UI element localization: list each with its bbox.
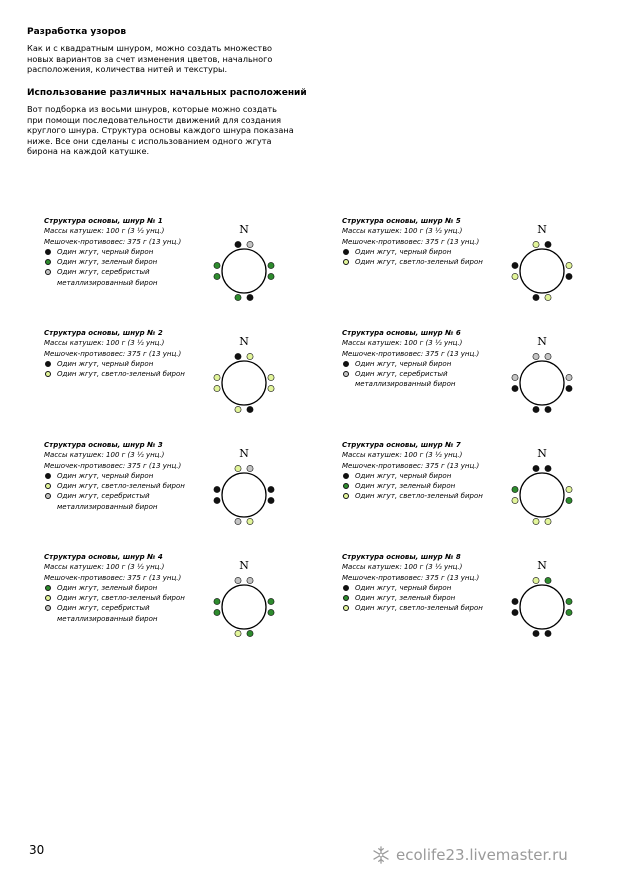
bobbin-dot-top: [533, 353, 539, 359]
legend-label: Один жгут, серебристый: [355, 370, 448, 379]
north-label: N: [537, 335, 547, 348]
cord-title: Структура основы, шнур № 8: [342, 553, 461, 561]
cord-diagram: [504, 552, 584, 642]
legend-swatch: [45, 595, 51, 601]
legend-item: [342, 257, 517, 267]
cord-structure: [44, 328, 344, 428]
disc-circle: [520, 585, 564, 629]
page-number: 30: [29, 843, 45, 857]
legend-swatch: [45, 269, 51, 275]
legend-label: Один жгут, серебристый: [57, 492, 150, 501]
legend-swatch: [343, 473, 349, 479]
counterweight: Мешочек-противовес: 375 г (13 унц.): [44, 461, 182, 470]
bobbin-dot-bottom: [247, 294, 253, 300]
bobbin-weight: Массы катушек: 100 г (3 ½ унц.): [44, 227, 165, 236]
bobbin-dot-bottom: [533, 406, 539, 412]
legend-label: Один жгут, светло-зеленый бирон: [57, 482, 185, 491]
cord-title: Структура основы, шнур № 2: [44, 329, 163, 337]
bobbin-dot-right: [268, 598, 274, 604]
counterweight: Мешочек-противовес: 375 г (13 унц.): [342, 573, 480, 582]
bobbin-dot-top: [247, 577, 253, 583]
north-label: N: [537, 223, 547, 236]
body-line: ниже. Все они сделаны с использованием одного жгута: [27, 135, 272, 146]
legend-item: [44, 471, 219, 481]
bobbin-dot-bottom: [235, 294, 241, 300]
cord-info: [342, 216, 517, 267]
bobbin-dot-left: [214, 609, 220, 615]
bobbin-dot-top: [533, 465, 539, 471]
cord-structure: [342, 440, 618, 540]
disc-circle: [520, 361, 564, 405]
bobbin-dot-top: [533, 577, 539, 583]
bobbin-dot-bottom: [247, 630, 253, 636]
north-label: N: [537, 447, 547, 460]
cord-info: [342, 328, 517, 390]
legend-swatch: [45, 483, 51, 489]
cord-title: Структура основы, шнур № 5: [342, 217, 461, 225]
north-label: N: [239, 223, 249, 236]
cord-diagram: [206, 328, 286, 418]
legend-item: [44, 247, 219, 257]
legend-label: Один жгут, зеленый бирон: [57, 258, 158, 267]
bobbin-dot-bottom: [545, 518, 551, 524]
legend-swatch: [45, 371, 51, 377]
bobbin-dot-right: [268, 273, 274, 279]
intro-line: новых вариантов за счет изменения цветов, начального: [27, 53, 273, 64]
disc-circle: [520, 249, 564, 293]
legend-item: [44, 603, 219, 624]
legend-label: Один жгут, черный бирон: [355, 359, 452, 368]
disc-diagram: [206, 328, 286, 420]
bobbin-dot-bottom: [545, 630, 551, 636]
bobbin-dot-top: [247, 353, 253, 359]
bobbin-dot-right: [566, 262, 572, 268]
cord-info: [342, 552, 517, 614]
cord-diagram: [206, 216, 286, 306]
legend-swatch: [343, 493, 349, 499]
legend-label: Один жгут, зеленый бирон: [57, 583, 158, 592]
disc-diagram: [504, 216, 584, 308]
cord-diagram: [206, 552, 286, 642]
legend-item: [44, 267, 219, 288]
legend-label: Один жгут, серебристый: [57, 268, 150, 277]
bobbin-dot-left: [214, 374, 220, 380]
disc-diagram: [504, 552, 584, 644]
cord-structure: [44, 216, 344, 316]
north-label: N: [239, 447, 249, 460]
body-line: Вот подборка из восьми шнуров, которые можно создать: [27, 104, 278, 114]
disc-diagram: [206, 440, 286, 532]
bobbin-dot-right: [566, 598, 572, 604]
body-line: бирона на каждой катушке.: [27, 146, 150, 156]
counterweight: Мешочек-противовес: 375 г (13 унц.): [44, 237, 182, 246]
intro-paragraph: [27, 43, 272, 75]
legend-label: Один жгут, светло-зеленый бирон: [355, 492, 483, 501]
legend-item: [342, 471, 517, 481]
bobbin-dot-bottom: [235, 518, 241, 524]
legend-swatch: [45, 361, 51, 367]
bobbin-dot-top: [235, 241, 241, 247]
legend-item: [342, 359, 517, 369]
bobbin-dot-left: [512, 385, 518, 391]
bobbin-dot-top: [235, 353, 241, 359]
legend-swatch: [343, 585, 349, 591]
bobbin-dot-top: [235, 577, 241, 583]
bobbin-dot-right: [268, 262, 274, 268]
cord-title: Структура основы, шнур № 3: [44, 441, 163, 449]
disc-circle: [222, 361, 266, 405]
legend-label: Один жгут, светло-зеленый бирон: [57, 370, 185, 379]
legend-label: металлизированный бирон: [57, 278, 158, 287]
bobbin-dot-top: [545, 353, 551, 359]
legend-label: Один жгут, светло-зеленый бирон: [57, 594, 185, 603]
bobbin-dot-top: [533, 241, 539, 247]
legend-item: [44, 491, 219, 512]
bobbin-weight: Массы катушек: 100 г (3 ½ унц.): [44, 451, 165, 460]
bobbin-dot-top: [545, 241, 551, 247]
legend-swatch: [343, 483, 349, 489]
intro-line: расположения, количества нитей и текстуры.: [27, 64, 228, 74]
legend-swatch: [45, 473, 51, 479]
bobbin-dot-top: [247, 241, 253, 247]
watermark-text: ecolife23.livemaster.ru: [396, 846, 568, 864]
counterweight: Мешочек-противовес: 375 г (13 унц.): [44, 349, 182, 358]
bobbin-dot-bottom: [247, 518, 253, 524]
legend-item: [44, 369, 219, 379]
bobbin-dot-bottom: [533, 294, 539, 300]
bobbin-dot-left: [512, 273, 518, 279]
bobbin-dot-left: [512, 497, 518, 503]
cord-structure: [44, 440, 344, 540]
legend-swatch: [343, 361, 349, 367]
legend-item: [342, 593, 517, 603]
bobbin-weight: Массы катушек: 100 г (3 ½ унц.): [342, 451, 463, 460]
disc-circle: [222, 249, 266, 293]
legend-item: [44, 257, 219, 267]
bobbin-dot-left: [512, 598, 518, 604]
disc-circle: [520, 473, 564, 517]
legend-item: [342, 583, 517, 593]
bobbin-dot-top: [545, 577, 551, 583]
bobbin-dot-bottom: [235, 630, 241, 636]
cord-structure: [342, 328, 618, 428]
bobbin-dot-left: [512, 262, 518, 268]
cord-info: [44, 328, 219, 379]
cord-structure: [342, 552, 618, 652]
legend-label: Один жгут, зеленый бирон: [355, 594, 456, 603]
watermark: [372, 846, 568, 864]
legend-label: Один жгут, зеленый бирон: [355, 482, 456, 491]
cord-title: Структура основы, шнур № 1: [44, 217, 163, 225]
legend-item: [44, 359, 219, 369]
subsection-title: Использование различных начальных расположений: [27, 88, 307, 98]
bobbin-dot-bottom: [533, 630, 539, 636]
bobbin-dot-top: [247, 465, 253, 471]
cord-info: [44, 552, 219, 624]
legend-label: металлизированный бирон: [57, 614, 158, 623]
north-label: N: [537, 559, 547, 572]
legend-swatch: [45, 249, 51, 255]
cord-title: Структура основы, шнур № 6: [342, 329, 461, 337]
bobbin-dot-right: [268, 385, 274, 391]
disc-diagram: [206, 552, 286, 644]
legend-swatch: [45, 605, 51, 611]
legend-label: Один жгут, черный бирон: [57, 471, 154, 480]
legend-swatch: [45, 259, 51, 265]
intro-line: Как и с квадратным шнуром, можно создать множество: [27, 43, 273, 53]
disc-diagram: [504, 440, 584, 532]
legend-swatch: [343, 595, 349, 601]
bobbin-dot-top: [545, 465, 551, 471]
north-label: N: [239, 559, 249, 572]
bobbin-dot-left: [512, 374, 518, 380]
bobbin-weight: Массы катушек: 100 г (3 ½ унц.): [44, 339, 165, 348]
legend-label: металлизированный бирон: [355, 380, 456, 389]
bobbin-dot-right: [566, 374, 572, 380]
disc-diagram: [504, 328, 584, 420]
bobbin-dot-right: [268, 609, 274, 615]
bobbin-dot-top: [235, 465, 241, 471]
bobbin-weight: Массы катушек: 100 г (3 ½ унц.): [342, 339, 463, 348]
north-label: N: [239, 335, 249, 348]
bobbin-dot-left: [512, 609, 518, 615]
legend-swatch: [343, 371, 349, 377]
cord-diagram: [504, 328, 584, 418]
disc-circle: [222, 473, 266, 517]
legend-label: Один жгут, черный бирон: [355, 471, 452, 480]
bobbin-dot-left: [214, 598, 220, 604]
disc-diagram: [206, 216, 286, 308]
bobbin-dot-bottom: [533, 518, 539, 524]
cord-info: [44, 216, 219, 288]
legend-label: Один жгут, серебристый: [57, 604, 150, 613]
cord-info: [44, 440, 219, 512]
body-line: круглого шнура. Структура основы каждого шнура показана: [27, 125, 294, 135]
counterweight: Мешочек-противовес: 375 г (13 унц.): [342, 349, 480, 358]
legend-item: [342, 247, 517, 257]
bobbin-dot-right: [268, 486, 274, 492]
bobbin-dot-bottom: [545, 294, 551, 300]
legend-swatch: [45, 493, 51, 499]
bobbin-dot-left: [214, 497, 220, 503]
bobbin-dot-right: [566, 385, 572, 391]
legend-item: [342, 481, 517, 491]
legend-label: Один жгут, черный бирон: [355, 247, 452, 256]
body-line: при помощи последовательности движений для создания: [27, 114, 282, 125]
bobbin-dot-bottom: [247, 406, 253, 412]
cord-info: [342, 440, 517, 502]
legend-item: [342, 369, 517, 390]
bobbin-dot-left: [512, 486, 518, 492]
bobbin-dot-bottom: [545, 406, 551, 412]
bobbin-dot-right: [268, 374, 274, 380]
legend-item: [342, 491, 517, 501]
legend-swatch: [343, 259, 349, 265]
bobbin-weight: Массы катушек: 100 г (3 ½ унц.): [342, 563, 463, 572]
cord-title: Структура основы, шнур № 4: [44, 553, 163, 561]
bobbin-dot-right: [566, 609, 572, 615]
cord-structure: [342, 216, 618, 316]
bobbin-dot-left: [214, 273, 220, 279]
legend-label: Один жгут, светло-зеленый бирон: [355, 258, 483, 267]
legend-item: [342, 603, 517, 613]
cord-diagram: [206, 440, 286, 530]
cord-title: Структура основы, шнур № 7: [342, 441, 461, 449]
disc-circle: [222, 585, 266, 629]
legend-item: [44, 481, 219, 491]
body-paragraph: [27, 104, 294, 157]
cord-structure: [44, 552, 344, 652]
legend-label: Один жгут, черный бирон: [355, 583, 452, 592]
bobbin-dot-bottom: [235, 406, 241, 412]
legend-swatch: [343, 605, 349, 611]
bobbin-weight: Массы катушек: 100 г (3 ½ унц.): [44, 563, 165, 572]
bobbin-dot-right: [566, 273, 572, 279]
bobbin-weight: Массы катушек: 100 г (3 ½ унц.): [342, 227, 463, 236]
legend-label: Один жгут, черный бирон: [57, 247, 154, 256]
legend-swatch: [343, 249, 349, 255]
counterweight: Мешочек-противовес: 375 г (13 унц.): [44, 573, 182, 582]
cord-diagram: [504, 216, 584, 306]
bobbin-dot-right: [268, 497, 274, 503]
legend-label: металлизированный бирон: [57, 502, 158, 511]
bobbin-dot-left: [214, 486, 220, 492]
bobbin-dot-left: [214, 385, 220, 391]
legend-label: Один жгут, черный бирон: [57, 359, 154, 368]
legend-label: Один жгут, светло-зеленый бирон: [355, 604, 483, 613]
bobbin-dot-right: [566, 497, 572, 503]
counterweight: Мешочек-противовес: 375 г (13 унц.): [342, 237, 480, 246]
legend-swatch: [45, 585, 51, 591]
legend-item: [44, 583, 219, 593]
legend-item: [44, 593, 219, 603]
counterweight: Мешочек-противовес: 375 г (13 унц.): [342, 461, 480, 470]
bobbin-dot-right: [566, 486, 572, 492]
cord-diagram: [504, 440, 584, 530]
section-title: Разработка узоров: [27, 27, 127, 37]
bobbin-dot-left: [214, 262, 220, 268]
snowflake-icon: [372, 846, 390, 864]
